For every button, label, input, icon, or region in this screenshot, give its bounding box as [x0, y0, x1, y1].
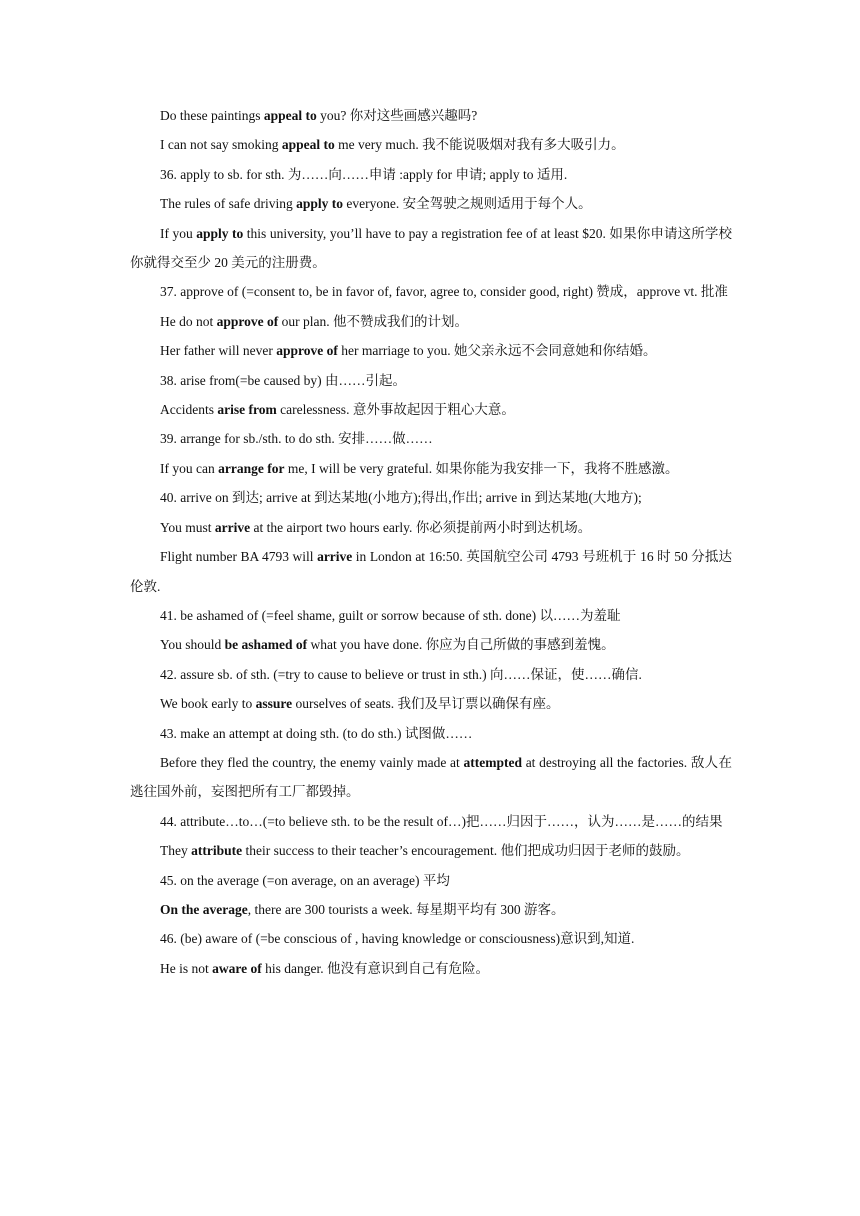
paragraph: [130, 395, 732, 424]
bold-phrase: arrange for: [218, 460, 285, 476]
bold-phrase: arrive: [214, 519, 251, 535]
text-run: 46. (be) aware of (=be conscious of , having knowledge or consciousness)意识到,知道.: [160, 931, 635, 947]
bold-phrase: attribute: [191, 843, 243, 859]
text-run: at destroying all the factories. 敌人在逃往国外前，妄图把所有工厂都毁掉。: [130, 754, 732, 800]
bold-phrase: apply to: [196, 225, 244, 241]
text-run: You must: [160, 519, 215, 535]
paragraph: [130, 307, 732, 336]
text-run: 42. assure sb. of sth. (=try to cause to believe or trust in sth.) 向……保证，使……确信.: [160, 666, 642, 682]
text-run: me very much. 我不能说吸烟对我有多大吸引力。: [334, 137, 625, 153]
text-run: Accidents: [160, 402, 218, 418]
text-run: what you have done. 你应为自己所做的事感到羞愧。: [307, 637, 615, 653]
bold-phrase: be ashamed of: [224, 637, 308, 653]
bold-phrase: arise from: [217, 402, 277, 418]
text-run: 38. arise from(=be caused by) 由……引起。: [160, 372, 407, 388]
paragraph: [130, 748, 732, 807]
text-run: They: [160, 843, 192, 859]
paragraph: [130, 660, 732, 689]
text-run: 36. apply to sb. for sth. 为……向……申请 :apply for 申请; apply to 适用.: [160, 166, 568, 182]
text-run: 37. approve of (=consent to, be in favor of, favor, agree to, consider good, right) 赞成，approve vt. 批准: [160, 284, 728, 300]
paragraph: [130, 836, 732, 865]
text-run: everyone. 安全驾驶之规则适用于每个人。: [342, 196, 592, 212]
paragraph: [130, 895, 732, 924]
text-run: in London at 16:50. 英国航空公司 4793 号班机于 16 时 50 分抵达伦敦.: [130, 549, 732, 594]
text-run: Before they fled the country, the enemy vainly made at: [160, 754, 464, 770]
paragraph: [130, 189, 732, 218]
text-run: their success to their teacher’s encouragement. 他们把成功归因于老师的鼓励。: [242, 843, 690, 859]
text-run: 41. be ashamed of (=feel shame, guilt or sorrow because of sth. done) 以……为羞耻: [160, 607, 621, 623]
paragraph: [130, 219, 732, 278]
paragraph: [130, 866, 732, 895]
text-run: If you can: [160, 460, 219, 476]
text-run: He do not: [160, 313, 217, 329]
paragraph: [130, 160, 732, 189]
bold-phrase: aware of: [212, 960, 262, 976]
paragraph: [130, 601, 732, 630]
text-run: our plan. 他不赞成我们的计划。: [278, 313, 469, 329]
text-run: If you: [160, 225, 197, 241]
paragraph: [130, 424, 732, 453]
text-run: this university, you’ll have to pay a registration fee of at least $20. 如果你申请这所学校你就得交至少 20 美元的注册费。: [130, 225, 733, 271]
text-run: We book early to: [160, 696, 256, 712]
paragraph: [130, 924, 732, 953]
text-run: at the airport two hours early. 你必须提前两小时到达机场。: [250, 519, 592, 535]
text-run: 45. on the average (=on average, on an average) 平均: [160, 872, 450, 888]
bold-phrase: assure: [255, 696, 293, 712]
paragraph: [130, 454, 732, 483]
text-run: you? 你对这些画感兴趣吗?: [316, 108, 478, 123]
text-run: 39. arrange for sb./sth. to do sth. 安排……做……: [160, 431, 433, 447]
paragraph: [130, 542, 732, 601]
document-body: [130, 101, 732, 983]
bold-phrase: arrive: [317, 549, 353, 565]
paragraph: [130, 513, 732, 542]
bold-phrase: apply to: [296, 196, 343, 212]
text-run: You should: [160, 637, 225, 653]
text-run: her marriage to you. 她父亲永远不会同意她和你结婚。: [337, 343, 657, 359]
text-run: The rules of safe driving: [160, 196, 297, 212]
bold-phrase: On the average: [160, 901, 248, 917]
paragraph: [130, 130, 732, 159]
paragraph: [130, 807, 732, 836]
text-run: Do these paintings: [160, 108, 264, 123]
text-run: Flight number BA 4793 will: [160, 549, 318, 565]
text-run: Her father will never: [160, 343, 277, 359]
text-run: his danger. 他没有意识到自己有危险。: [261, 960, 489, 976]
paragraph: [130, 719, 732, 748]
paragraph: [130, 336, 732, 365]
paragraph: [130, 101, 732, 130]
text-run: I can not say smoking: [160, 137, 282, 153]
text-run: carelessness. 意外事故起因于粗心大意。: [276, 402, 515, 418]
text-run: ourselves of seats. 我们及早订票以确保有座。: [292, 696, 560, 712]
text-run: 44. attribute…to…(=to believe sth. to be the result of…)把……归因于……，认为……是……的结果: [160, 813, 723, 829]
bold-phrase: appeal to: [263, 108, 317, 123]
text-run: 43. make an attempt at doing sth. (to do sth.) 试图做……: [160, 725, 473, 741]
paragraph: [130, 954, 732, 983]
paragraph: [130, 630, 732, 659]
bold-phrase: approve of: [276, 343, 338, 359]
text-run: He is not: [160, 960, 213, 976]
paragraph: [130, 366, 732, 395]
bold-phrase: approve of: [216, 313, 279, 329]
bold-phrase: appeal to: [281, 137, 335, 153]
paragraph: [130, 277, 732, 306]
paragraph: [130, 483, 732, 512]
text-run: 40. arrive on 到达; arrive at 到达某地(小地方);得出,作出; arrive in 到达某地(大地方);: [160, 490, 642, 506]
text-run: me, I will be very grateful. 如果你能为我安排一下，我将不胜感激。: [284, 460, 679, 476]
text-run: , there are 300 tourists a week. 每星期平均有 300 游客。: [247, 901, 565, 917]
bold-phrase: attempted: [463, 754, 522, 770]
paragraph: [130, 689, 732, 718]
